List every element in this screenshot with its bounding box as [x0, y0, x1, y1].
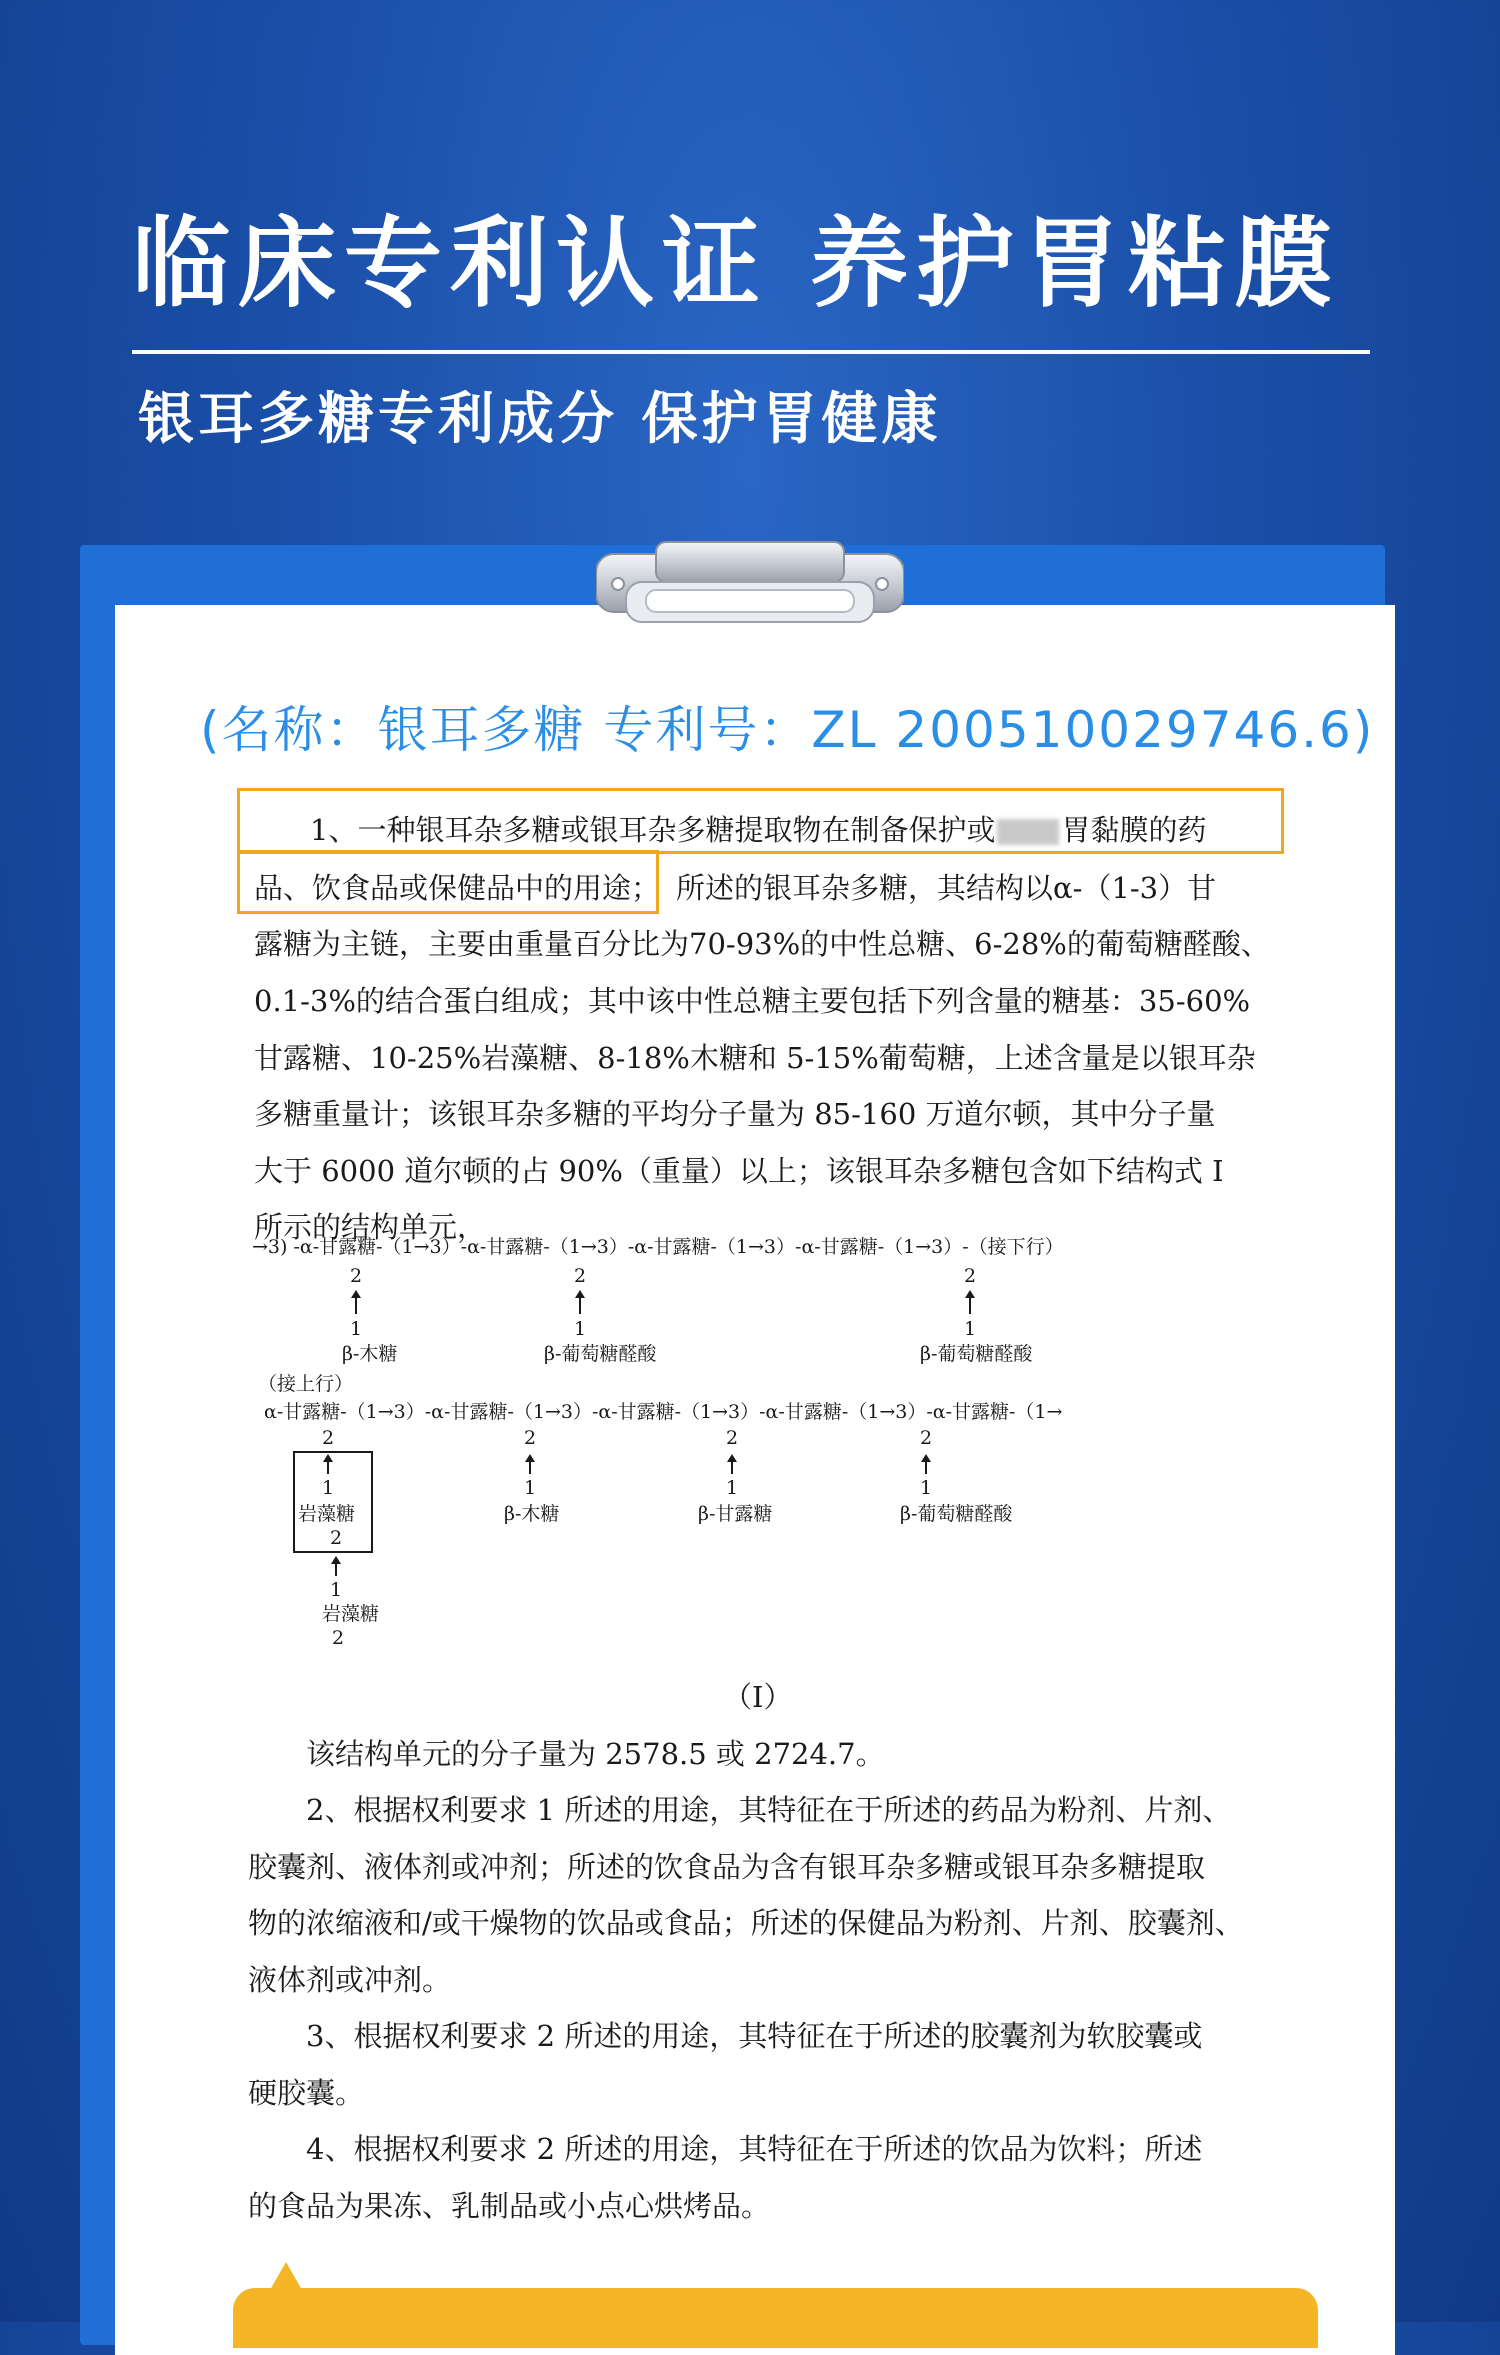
claim-text: 胶囊剂、液体剂或冲剂；所述的饮食品为含有银耳杂多糖或银耳杂多糖提取	[248, 1850, 1206, 1884]
claim-text: 所示的结构单元，	[254, 1210, 487, 1244]
svg-text:1: 1	[920, 1477, 933, 1499]
claim-text: 1、一种银耳杂多糖或银耳杂多糖提取物在制备保护或	[310, 813, 996, 847]
formula-label: （I）	[723, 1680, 793, 1714]
claim-text: 的食品为果冻、乳制品或小点心烘烤品。	[248, 2189, 771, 2223]
svg-text:2: 2	[322, 1427, 335, 1449]
formula-branch	[504, 1427, 559, 1525]
callout-tail	[270, 2262, 302, 2290]
svg-text:2: 2	[350, 1265, 363, 1287]
formula-branch	[342, 1265, 397, 1365]
substituent-label: β-葡萄糖醛酸	[900, 1503, 1013, 1525]
callout-bubble	[233, 2288, 1318, 2348]
claim-text: 胃黏膜的药	[1061, 813, 1207, 847]
svg-text:2: 2	[332, 1627, 345, 1649]
svg-text:2: 2	[574, 1265, 587, 1287]
svg-text:1: 1	[524, 1477, 537, 1499]
page-subtitle: 银耳多糖专利成分 保护胃健康	[138, 387, 942, 452]
formula-continue-label: （接上行）	[258, 1373, 354, 1395]
substituent-label: β-葡萄糖醛酸	[920, 1343, 1033, 1365]
substituent-label: β-木糖	[342, 1343, 398, 1365]
claim-text: 大于 6000 道尔顿的占 90%（重量）以上；该银耳杂多糖包含如下结构式 I	[254, 1154, 1224, 1188]
svg-text:1: 1	[726, 1477, 739, 1499]
claim-text: 品、饮食品或保健品中的用途；	[254, 871, 661, 905]
svg-text:1: 1	[964, 1318, 977, 1340]
title-divider	[132, 350, 1370, 354]
formula-row-1: →3) -α-甘露糖-（1→3）-α-甘露糖-（1→3）-α-甘露糖-（1→3）-α-甘露糖-（1→3）-（接下行）	[252, 1236, 1064, 1258]
svg-text:1: 1	[350, 1318, 363, 1340]
svg-text:1: 1	[330, 1579, 343, 1601]
page-title: 临床专利认证 养护胃粘膜	[132, 207, 1341, 321]
redacted-text	[997, 819, 1059, 845]
claim-text: 多糖重量计；该银耳杂多糖的平均分子量为 85-160 万道尔顿，其中分子量	[254, 1097, 1216, 1131]
formula-branch	[544, 1265, 657, 1365]
svg-text:2: 2	[524, 1427, 537, 1449]
claim-text: 液体剂或冲剂。	[248, 1963, 452, 1997]
claim-text: 露糖为主链，主要由重量百分比为70-93%的中性总糖、6-28%的葡萄糖醛酸、	[254, 927, 1270, 961]
svg-text:2: 2	[726, 1427, 739, 1449]
svg-text:1: 1	[322, 1477, 335, 1499]
formula-branch	[920, 1265, 1033, 1365]
molecular-weight: 该结构单元的分子量为 2578.5 或 2724.7。	[306, 1737, 885, 1771]
claim-text: 2、根据权利要求 1 所述的用途，其特征在于所述的药品为粉剂、片剂、	[306, 1793, 1232, 1827]
formula-row-2: α-甘露糖-（1→3）-α-甘露糖-（1→3）-α-甘露糖-（1→3）-α-甘露糖-（1→3）-α-甘露糖-（1→	[264, 1401, 1063, 1423]
svg-text:2: 2	[920, 1427, 933, 1449]
claim-text: 硬胶囊。	[248, 2076, 365, 2110]
svg-text:2: 2	[964, 1265, 977, 1287]
formula-branch	[294, 1427, 379, 1649]
formula-branch	[698, 1427, 772, 1525]
substituent-label: 岩藻糖	[298, 1503, 356, 1525]
claim-text: 甘露糖、10-25%岩藻糖、8-18%木糖和 5-15%葡萄糖，上述含量是以银耳杂	[254, 1041, 1256, 1075]
substituent-label: β-木糖	[504, 1503, 560, 1525]
claim-text: 物的浓缩液和/或干燥物的饮品或食品；所述的保健品为粉剂、片剂、胶囊剂、	[248, 1906, 1244, 1940]
structural-formula	[230, 1230, 1250, 1670]
claim-text: 4、根据权利要求 2 所述的用途，其特征在于所述的饮品为饮料；所述	[306, 2132, 1203, 2166]
substituent-label: 岩藻糖	[322, 1603, 380, 1625]
substituent-label: β-葡萄糖醛酸	[544, 1343, 657, 1365]
claim-text: 3、根据权利要求 2 所述的用途，其特征在于所述的胶囊剂为软胶囊或	[306, 2019, 1203, 2053]
patent-number: (名称：银耳多糖 专利号：ZL 200510029746.6)	[200, 701, 1375, 759]
substituent-label: β-甘露糖	[698, 1503, 773, 1525]
claim-text: 0.1-3%的结合蛋白组成；其中该中性总糖主要包括下列含量的糖基：35-60%	[254, 984, 1251, 1018]
svg-text:1: 1	[574, 1318, 587, 1340]
claim-text: 所述的银耳杂多糖，其结构以α-（1-3）甘	[676, 871, 1217, 905]
formula-branch	[900, 1427, 1013, 1525]
clipboard-clip-icon	[596, 540, 904, 626]
svg-text:2: 2	[330, 1527, 343, 1549]
